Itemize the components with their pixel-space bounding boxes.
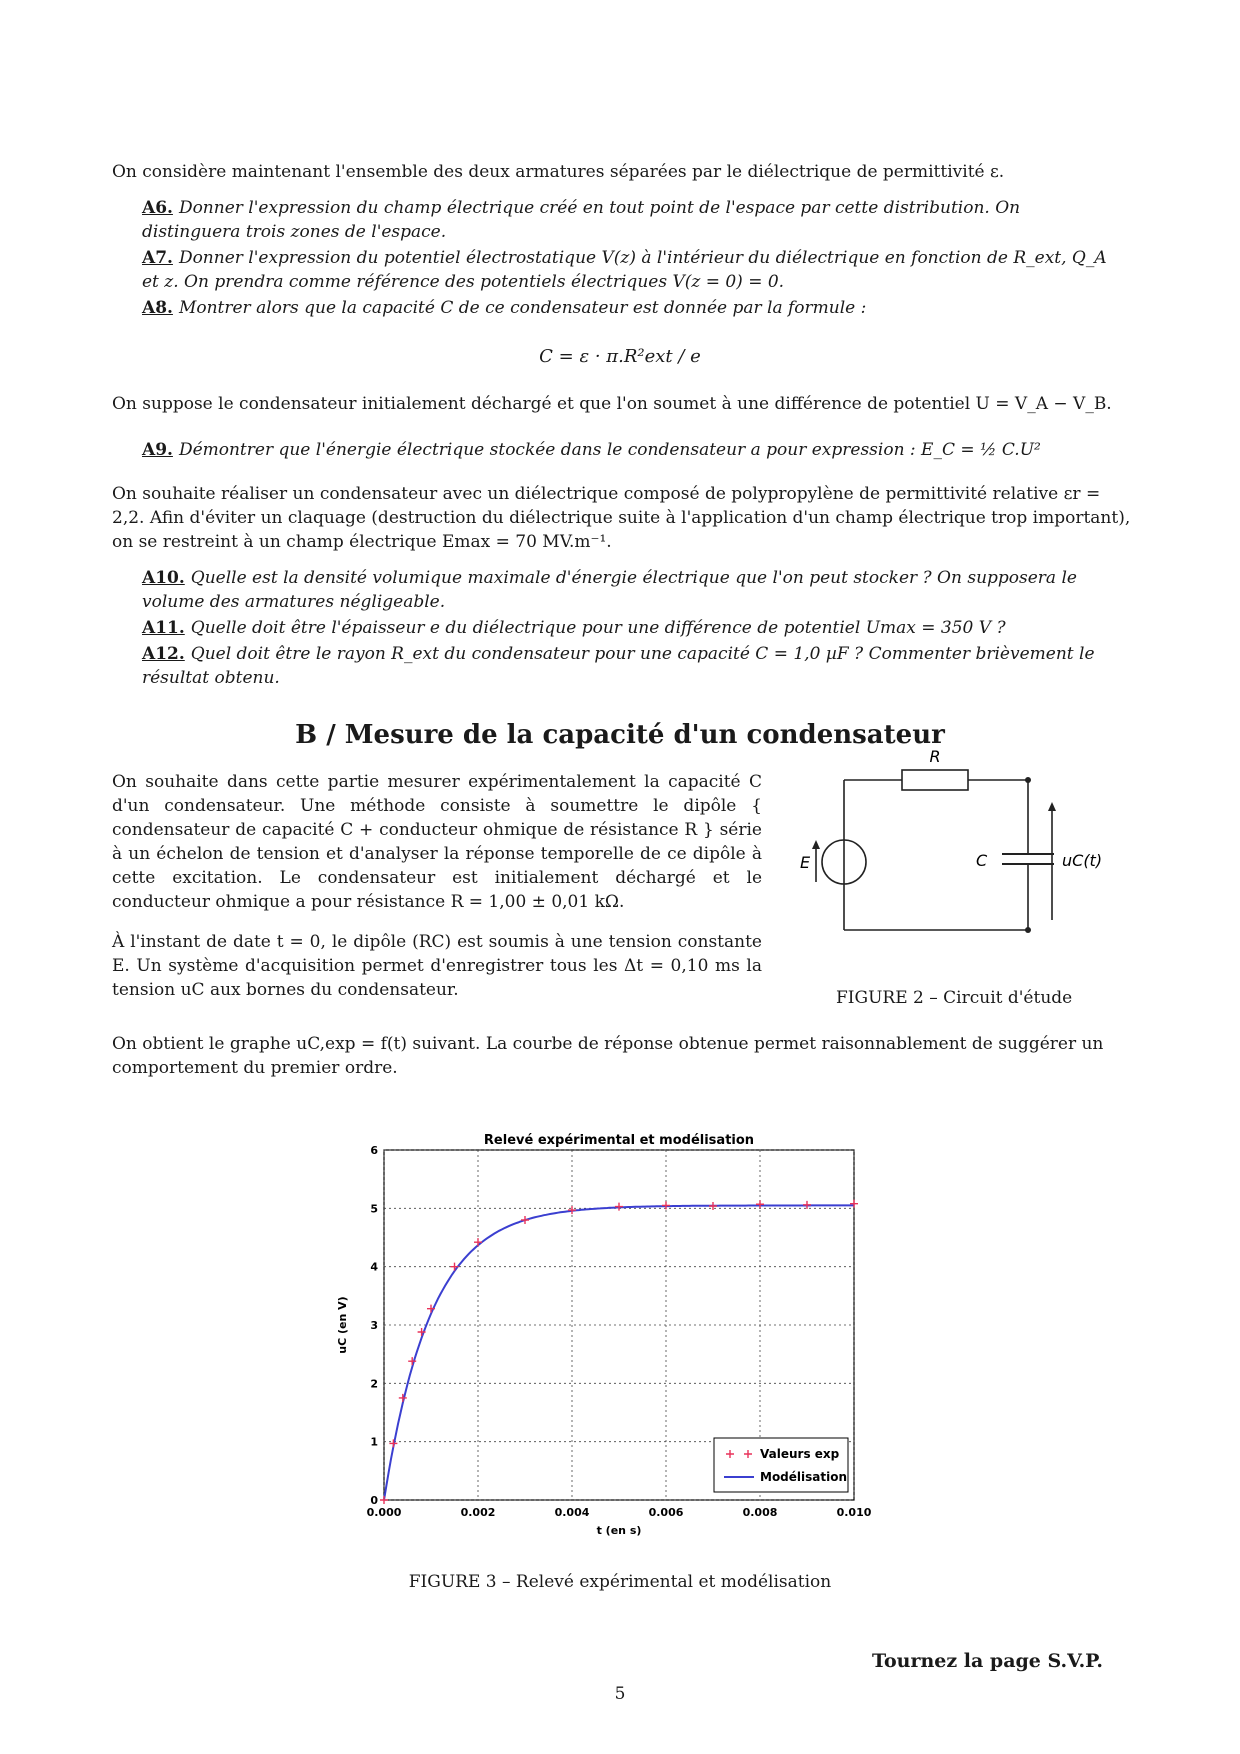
question-a11: A11. Quelle doit être l'épaisseur e du diélectrique pour une différence de potentiel Umax = 350 V ? (142, 618, 1006, 638)
y-tick-label: 5 (370, 1202, 378, 1216)
y-axis-label: uC (en V) (336, 1296, 349, 1354)
label-e: E (800, 853, 811, 872)
question-a12: A12. Quel doit être le rayon R_ext du condensateur pour une capacité C = 1,0 µF ? Commenter brièvement le résultat obtenu. (142, 644, 1095, 688)
label-uc: uC(t) (1062, 851, 1103, 870)
part-b-paragraph-1: On souhaite dans cette partie mesurer expérimentalement la capacité C d'un condensateur. Une méthode consiste à soumettre le dipôle { condensateur de capacité C + conducteur ohmique de résistance R } série à un échelon de tension et d'analyser la réponse temporelle de ce dipôle à cette excitation. Le condensateur est initialement déchargé et le conducteur ohmique a pour résistance R = 1,00 ± 0,01 kΩ. (112, 772, 762, 912)
x-tick-label: 0.010 (836, 1506, 872, 1519)
circuit-diagram (780, 740, 1120, 970)
x-tick-label: 0.002 (460, 1506, 496, 1519)
question-a9: A9. Démontrer que l'énergie électrique stockée dans le condensateur a pour expression : E_C = ½ C.U² (142, 440, 1041, 460)
x-tick-label: 0.008 (742, 1506, 778, 1519)
y-tick-label: 3 (370, 1319, 378, 1332)
y-tick-label: 4 (370, 1260, 378, 1274)
graph-paragraph: On obtient le graphe uC,exp = f(t) suivant. La courbe de réponse obtenue permet raisonnablement de suggérer un comportement du premier ordre. (112, 1034, 1104, 1078)
x-tick-label: 0.004 (554, 1506, 590, 1519)
part-b-paragraph-2: À l'instant de date t = 0, le dipôle (RC) est soumis à une tension constante E. Un système d'acquisition permet d'enregistrer tous les Δt = 0,10 ms la tension uC aux bornes du condensateur. (112, 932, 762, 1000)
y-tick-label: 0 (370, 1494, 378, 1507)
x-axis-label: t (en s) (596, 1524, 642, 1537)
x-tick-label: 0.000 (366, 1506, 402, 1519)
suppose-paragraph: On suppose le condensateur initialement déchargé et que l'on soumet à une différence de potentiel U = V_A − V_B. (112, 394, 1112, 414)
label-r: R (929, 747, 941, 766)
capacity-formula: C = ε · π.R²ext / e (539, 346, 701, 367)
polypropylene-paragraph: On souhaite réaliser un condensateur avec un diélectrique composé de polypropylène de permittivité relative εr = 2,2. Afin d'éviter un claquage (destruction du diélectrique suite à l'application d'un champ électrique trop important), on se restreint à un champ électrique Emax = 70 MV.m⁻¹. (112, 484, 1131, 552)
figure-3-caption: FIGURE 3 – Relevé expérimental et modélisation (408, 1572, 832, 1592)
question-a7: A7. Donner l'expression du potentiel électrostatique V(z) à l'intérieur du diélectrique en fonction de R_ext, Q_A et z. On prendra comme référence des potentiels électriques V(z = 0) = 0. (142, 248, 1107, 292)
y-tick-label: 2 (370, 1377, 378, 1391)
legend-model-label: Modélisation (760, 1470, 848, 1484)
label-c: C (976, 851, 988, 870)
question-a10: A10. Quelle est la densité volumique maximale d'énergie électrique que l'on peut stocker ? On supposera le volume des armatures négligeable. (142, 568, 1077, 612)
section-title: B / Mesure de la capacité d'un condensateur (295, 720, 945, 750)
question-a8: A8. Montrer alors que la capacité C de ce condensateur est donnée par la formule : (142, 298, 867, 318)
arrow-e (812, 840, 820, 849)
figure-2-caption: FIGURE 2 – Circuit d'étude (836, 988, 1073, 1008)
chart-title: Relevé expérimental et modélisation (483, 1133, 755, 1148)
y-tick-label: 6 (370, 1144, 378, 1157)
question-a6: A6. Donner l'expression du champ électrique créé en tout point de l'espace par cette distribution. On distinguera trois zones de l'espace. (142, 198, 1021, 242)
page-number: 5 (614, 1684, 626, 1704)
arrow-uc (1048, 802, 1056, 811)
footer-note: Tournez la page S.V.P. (872, 1650, 1103, 1672)
response-chart (330, 1120, 890, 1540)
x-tick-label: 0.006 (648, 1506, 684, 1519)
y-tick-label: 1 (370, 1435, 378, 1449)
resistor-symbol (902, 770, 968, 790)
intro-paragraph: On considère maintenant l'ensemble des deux armatures séparées par le diélectrique de permittivité ε. (112, 162, 1005, 182)
legend-exp-label: Valeurs exp (760, 1447, 840, 1461)
